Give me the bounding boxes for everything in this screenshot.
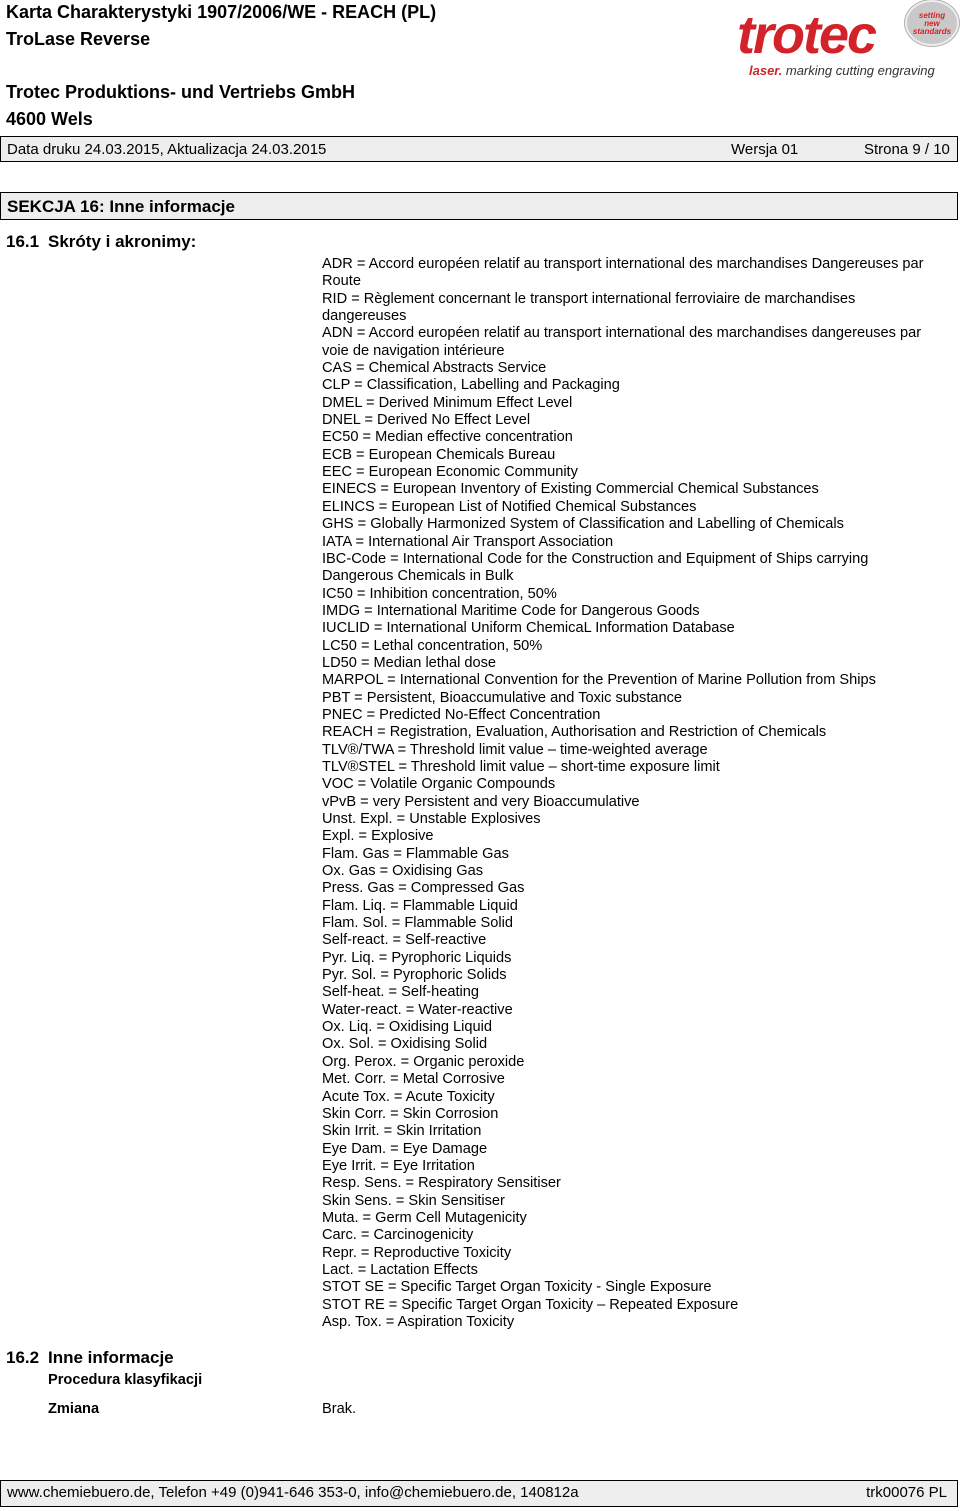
seal-line-1: setting xyxy=(918,11,946,20)
subsection-16-1 xyxy=(6,232,196,252)
company-name: Trotec Produktions- und Vertriebs GmbH xyxy=(6,82,356,102)
abbreviation-item: CAS = Chemical Abstracts Service xyxy=(322,360,547,377)
abbreviation-item: Lact. = Lactation Effects xyxy=(322,1261,478,1278)
abbreviation-list xyxy=(322,256,952,1331)
subsection-number: 16.2 xyxy=(6,1348,40,1367)
abbreviation-item: TLV®/TWA = Threshold limit value – time-weighted average xyxy=(322,741,708,758)
change-value: Brak. xyxy=(322,1401,357,1417)
abbreviation-item: ELINCS = European List of Notified Chemical Substances xyxy=(322,498,697,515)
procedure-label: Procedura klasyfikacji xyxy=(48,1372,203,1388)
abbreviation-item: EINECS = European Inventory of Existing Commercial Chemical Substances xyxy=(322,481,819,498)
document-title: Karta Charakterystyki 1907/2006/WE - REACH (PL) xyxy=(6,2,437,22)
seal-line-3: standards xyxy=(912,27,952,36)
abbreviation-item: VOC = Volatile Organic Compounds xyxy=(322,776,556,793)
product-name: TroLase Reverse xyxy=(6,29,151,49)
subsection-label: Skróty i akronimy: xyxy=(48,232,197,251)
abbreviation-item: IUCLID = International Uniform ChemicaL Information Database xyxy=(322,620,735,637)
abbreviation-item: voie de navigation intérieure xyxy=(322,342,505,359)
abbreviation-item: IC50 = Inhibition concentration, 50% xyxy=(322,585,557,602)
abbreviation-item: IATA = International Air Transport Association xyxy=(322,533,614,550)
abbreviation-item: Flam. Liq. = Flammable Liquid xyxy=(322,897,518,914)
abbreviation-item: Acute Tox. = Acute Toxicity xyxy=(322,1088,495,1105)
version: Wersja 01 xyxy=(731,141,799,158)
abbreviation-item: MARPOL = International Convention for the Prevention of Marine Pollution from Ships xyxy=(322,672,876,689)
abbreviation-item: Skin Sens. = Skin Sensitiser xyxy=(322,1192,505,1209)
print-dates: Data druku 24.03.2015, Aktualizacja 24.03.2015 xyxy=(7,141,327,158)
abbreviation-item: Eye Irrit. = Eye Irritation xyxy=(322,1157,475,1174)
abbreviation-item: PNEC = Predicted No-Effect Concentration xyxy=(322,706,601,723)
abbreviation-item: ADR = Accord européen relatif au transport international des marchandises Dangereuses par xyxy=(322,256,924,272)
abbreviation-item: Self-heat. = Self-heating xyxy=(322,984,479,1001)
abbreviation-item: EC50 = Median effective concentration xyxy=(322,429,573,446)
logo-tagline-bold: laser. xyxy=(749,63,783,78)
abbreviation-item: Pyr. Liq. = Pyrophoric Liquids xyxy=(322,949,512,966)
abbreviation-item: RID = Règlement concernant le transport international ferroviaire de marchandises xyxy=(322,290,856,307)
change-label: Zmiana xyxy=(48,1401,100,1417)
abbreviation-item: dangereuses xyxy=(322,308,407,325)
abbreviation-item: Resp. Sens. = Respiratory Sensitiser xyxy=(322,1175,561,1192)
abbreviation-item: Org. Perox. = Organic peroxide xyxy=(322,1053,525,1070)
abbreviation-item: Eye Dam. = Eye Damage xyxy=(322,1140,488,1157)
abbreviation-item: GHS = Globally Harmonized System of Classification and Labelling of Chemicals xyxy=(322,516,844,533)
logo-tagline-rest: marking cutting engraving xyxy=(782,63,935,78)
logo-tagline xyxy=(749,63,935,78)
abbreviation-item: DNEL = Derived No Effect Level xyxy=(322,412,531,429)
abbreviation-item: PBT = Persistent, Bioaccumulative and Toxic substance xyxy=(322,689,683,706)
abbreviation-item: EEC = European Economic Community xyxy=(322,464,578,481)
trotec-logo xyxy=(737,0,959,80)
abbreviation-item: Met. Corr. = Metal Corrosive xyxy=(322,1071,505,1088)
footer-bar xyxy=(0,1480,958,1507)
subsection-label: Inne informacje xyxy=(48,1348,174,1367)
page-number: Strona 9 / 10 xyxy=(864,141,950,158)
abbreviation-item: Asp. Tox. = Aspiration Toxicity xyxy=(322,1313,515,1330)
abbreviation-item: IMDG = International Maritime Code for Dangerous Goods xyxy=(322,602,700,619)
abbreviation-item: Dangerous Chemicals in Bulk xyxy=(322,568,514,585)
abbreviation-item: CLP = Classification, Labelling and Packaging xyxy=(322,377,620,394)
abbreviation-item: STOT SE = Specific Target Organ Toxicity - Single Exposure xyxy=(322,1279,712,1296)
abbreviation-item: Route xyxy=(322,273,361,290)
abbreviation-item: Expl. = Explosive xyxy=(322,828,434,845)
abbreviation-item: ADN = Accord européen relatif au transport international des marchandises dangereuses par xyxy=(322,325,922,342)
abbreviation-item: Carc. = Carcinogenicity xyxy=(322,1227,474,1244)
abbreviation-item: Water-react. = Water-reactive xyxy=(322,1001,513,1018)
footer-doc-code: trk00076 PL xyxy=(866,1484,947,1501)
abbreviation-item: Flam. Gas = Flammable Gas xyxy=(322,845,509,862)
section-heading xyxy=(0,192,958,220)
abbreviation-item: STOT RE = Specific Target Organ Toxicity – Repeated Exposure xyxy=(322,1296,739,1313)
abbreviation-item: Skin Irrit. = Skin Irritation xyxy=(322,1123,482,1140)
abbreviation-item: ECB = European Chemicals Bureau xyxy=(322,446,556,463)
abbreviation-item: vPvB = very Persistent and very Bioaccumulative xyxy=(322,793,640,810)
abbreviation-item: LD50 = Median lethal dose xyxy=(322,654,497,671)
abbreviation-item: IBC-Code = International Code for the Construction and Equipment of Ships carrying xyxy=(322,550,869,567)
abbreviation-item: Ox. Gas = Oxidising Gas xyxy=(322,863,483,880)
abbreviation-item: Muta. = Germ Cell Mutagenicity xyxy=(322,1209,527,1226)
subsection-number: 16.1 xyxy=(6,232,40,251)
logo-seal-icon xyxy=(905,0,959,46)
section-title: SEKCJA 16: Inne informacje xyxy=(7,197,235,216)
abbreviation-item: LC50 = Lethal concentration, 50% xyxy=(322,637,543,654)
abbreviation-item: Skin Corr. = Skin Corrosion xyxy=(322,1105,499,1122)
logo-wordmark: trotec xyxy=(737,5,876,65)
abbreviation-item: TLV®STEL = Threshold limit value – short-time exposure limit xyxy=(322,758,720,775)
footer-contact: www.chemiebuero.de, Telefon +49 (0)941-646 353-0, info@chemiebuero.de, 140812a xyxy=(7,1484,579,1501)
abbreviation-item: Repr. = Reproductive Toxicity xyxy=(322,1244,512,1261)
abbreviation-item: Self-react. = Self-reactive xyxy=(322,932,487,949)
abbreviation-item: Press. Gas = Compressed Gas xyxy=(322,880,525,897)
abbreviation-item: REACH = Registration, Evaluation, Authorisation and Restriction of Chemicals xyxy=(322,724,827,741)
abbreviation-item: Ox. Sol. = Oxidising Solid xyxy=(322,1036,488,1053)
abbreviation-item: DMEL = Derived Minimum Effect Level xyxy=(322,394,573,411)
seal-line-2: new xyxy=(924,19,940,28)
abbreviation-item: Pyr. Sol. = Pyrophoric Solids xyxy=(322,967,507,984)
abbreviation-item: Flam. Sol. = Flammable Solid xyxy=(322,915,514,932)
company-city: 4600 Wels xyxy=(6,109,93,129)
date-bar xyxy=(0,136,958,162)
abbreviation-item: Ox. Liq. = Oxidising Liquid xyxy=(322,1019,492,1036)
abbreviation-item: Unst. Expl. = Unstable Explosives xyxy=(322,811,541,827)
subsection-16-2 xyxy=(6,1348,174,1368)
